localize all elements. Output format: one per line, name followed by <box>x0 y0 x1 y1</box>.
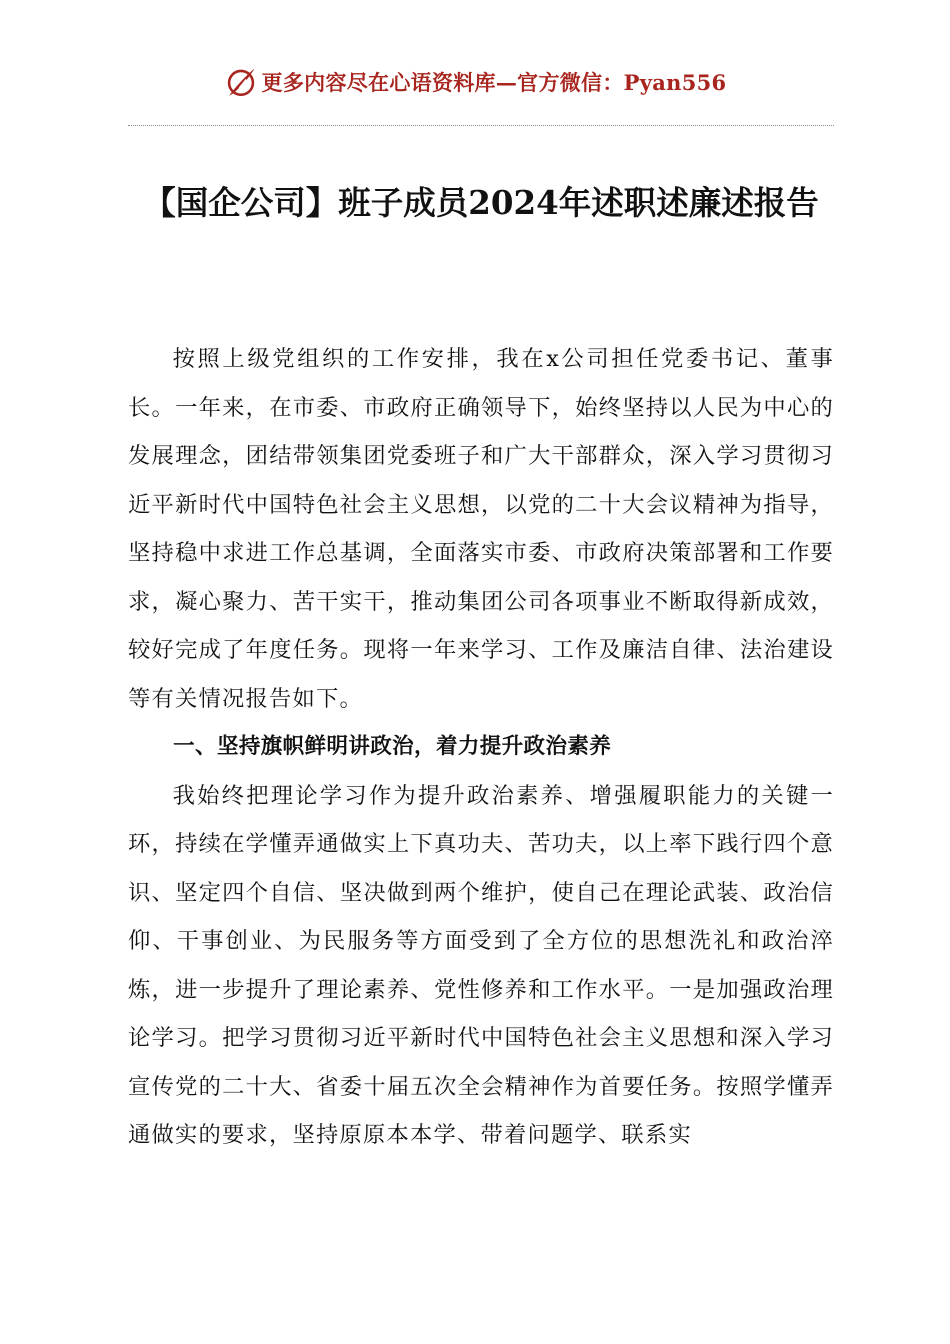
document-body <box>128 335 834 1160</box>
quill-circle-logo-icon <box>224 65 258 99</box>
header-banner <box>0 62 950 102</box>
intro-paragraph: 按照上级党组织的工作安排，我在x公司担任党委书记、董事长。一年来，在市委、市政府正确领导下，始终坚持以人民为中心的发展理念，团结带领集团党委班子和广大干部群众，深入学习贯彻习近平新时代中国特色社会主义思想，以党的二十大会议精神为指导，坚持稳中求进工作总基调，全面落实市委、市政府决策部署和工作要求，凝心聚力、苦干实干，推动集团公司各项事业不断取得新成效，较好完成了年度任务。现将一年来学习、工作及廉洁自律、法治建设等有关情况报告如下。 <box>128 346 834 712</box>
section-1-heading: 一、坚持旗帜鲜明讲政治，着力提升政治素养 <box>173 734 612 759</box>
document-title: 【国企公司】班子成员2024年述职述廉述报告 <box>143 183 819 222</box>
section-1-paragraph: 我始终把理论学习作为提升政治素养、增强履职能力的关键一环，持续在学懂弄通做实上下真功夫、苦功夫，以上率下践行四个意识、坚定四个自信、坚决做到两个维护，使自己在理论武装、政治信仰、干事创业、为民服务等方面受到了全方位的思想洗礼和政治淬炼，进一步提升了理论素养、党性修养和工作水平。一是加强政治理论学习。把学习贯彻习近平新时代中国特色社会主义思想和深入学习宣传党的二十大、省委十届五次全会精神作为首要任务。按照学懂弄通做实的要求，坚持原原本本学、带着问题学、联系实 <box>128 782 834 1148</box>
header-banner-text: 更多内容尽在心语资料库—官方微信：Pyan556 <box>261 70 727 95</box>
header-divider <box>128 125 834 126</box>
